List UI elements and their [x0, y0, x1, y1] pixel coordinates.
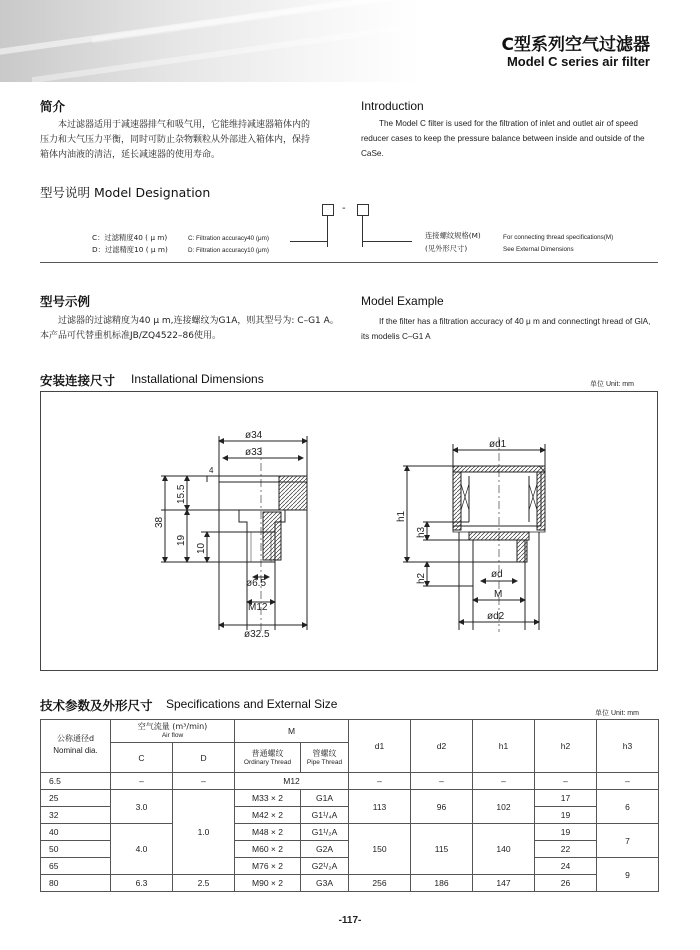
header-c: C: [111, 743, 173, 773]
leader-line: [362, 215, 363, 247]
cell-h3: 7: [597, 824, 659, 858]
cell-d: 1.0: [173, 790, 235, 875]
dim-h1: h1: [396, 510, 407, 522]
intro-line: The Model C filter is used for the filtration of inlet and outlet air of speed: [379, 119, 638, 128]
cell-d1: 113: [349, 790, 411, 824]
header-ordinary: [235, 743, 301, 773]
intro-text-en: [361, 116, 671, 161]
cell-d: 2.5: [173, 875, 235, 892]
cell-h3: 9: [597, 858, 659, 892]
header-nominal-en: Nominal dia.: [53, 746, 98, 755]
table-row: [41, 824, 659, 841]
example-line: If the filter has a filtration accuracy of 40 μ m and connectingt hread of GlA,: [379, 317, 651, 326]
cell-ordinary: M48 × 2: [235, 824, 301, 841]
cell-h2: 24: [535, 858, 597, 875]
specs-unit: 单位 Unit: mm: [595, 710, 639, 717]
cell-c: –: [111, 773, 173, 790]
header-h1: h1: [473, 720, 535, 773]
designation-d-en: D: Filtration accuracy10 (μm): [188, 247, 269, 254]
left-filter-drawing: [161, 436, 307, 632]
dim-h3: h3: [416, 526, 427, 538]
cell-pipe: G3A: [301, 875, 349, 892]
cell-nd: 40: [41, 824, 111, 841]
example-line: 过滤器的过滤精度为40 μ m,连接螺纹为G1A，则其型号为: C–G1 A。: [58, 316, 339, 326]
dim-d1: ød1: [489, 439, 507, 450]
header-pipe: [301, 743, 349, 773]
cell-ordinary: M60 × 2: [235, 841, 301, 858]
cell-pipe: G1¹/₄A: [301, 807, 349, 824]
cell-nd: 65: [41, 858, 111, 875]
dim-m: M: [494, 589, 503, 600]
dim-h38: 38: [154, 516, 165, 528]
cell-h2: 19: [535, 824, 597, 841]
designation-c-cn: C：过滤精度40 ( μ m): [92, 233, 168, 242]
dim-d6-5: ø6.5: [246, 578, 267, 589]
cell-h2: 26: [535, 875, 597, 892]
example-text-en: [361, 314, 671, 344]
page-number: -117-: [338, 915, 362, 926]
intro-line: CaSe.: [361, 149, 384, 158]
specifications-table: [40, 719, 659, 892]
table-row: [41, 875, 659, 892]
leader-line: [362, 241, 412, 242]
intro-text-cn: [40, 118, 350, 163]
header-pipe-cn: 管螺纹: [312, 748, 337, 758]
cell-ordinary: M90 × 2: [235, 875, 301, 892]
intro-line: 压力和大气压力平衡，同时可防止杂物颗粒从外部进入箱体内，保持: [40, 135, 311, 145]
cell-h2: –: [535, 773, 597, 790]
dim-h19: 19: [176, 534, 187, 546]
installation-drawing: [41, 392, 657, 670]
intro-line: 本过滤器适用于减速器排气和吸气用，它能维持减速器箱体内的: [58, 120, 311, 130]
cell-ordinary: M33 × 2: [235, 790, 301, 807]
leader-line: [327, 215, 328, 247]
cell-d2: 96: [411, 790, 473, 824]
intro-heading-cn: 简介: [40, 99, 66, 114]
example-line: 本产品可代替重机标准JB/ZQ4522–86使用。: [40, 331, 221, 341]
intro-heading-en: Introduction: [361, 99, 424, 113]
designation-d-cn: D：过滤精度10 ( μ m): [92, 245, 168, 254]
example-heading-cn: 型号示例: [40, 294, 91, 309]
installation-unit: 单位 Unit: mm: [590, 381, 634, 388]
cell-nd: 80: [41, 875, 111, 892]
header-airflow-cn: 空气流量 (m³/min): [137, 722, 208, 732]
model-box-1: [322, 204, 334, 216]
header-d1: d1: [349, 720, 411, 773]
table-row: [41, 790, 659, 807]
designation-heading: 型号说明 Model Designation: [40, 185, 211, 200]
header-d: D: [173, 743, 235, 773]
leader-line: [290, 241, 327, 242]
cell-pipe: G2¹/₂A: [301, 858, 349, 875]
model-box-separator: -: [342, 203, 346, 214]
cell-d2: 186: [411, 875, 473, 892]
cell-m: M12: [235, 773, 349, 790]
specs-heading-cn: 技术参数及外形尺寸: [40, 698, 153, 713]
cell-h3: –: [597, 773, 659, 790]
designation-c-en: C: Filtration accuracy40 (μm): [188, 235, 269, 242]
header-nominal-cn: 公称通径d: [56, 734, 95, 743]
dim-h2: h2: [416, 572, 427, 584]
cell-pipe: G2A: [301, 841, 349, 858]
example-line: its modelis C–G1 A: [361, 332, 431, 341]
cell-nd: 6.5: [41, 773, 111, 790]
cell-c: 3.0: [111, 790, 173, 824]
dim-d: ød: [491, 569, 503, 580]
cell-d1: –: [349, 773, 411, 790]
cell-d2: –: [411, 773, 473, 790]
cell-c: 4.0: [111, 824, 173, 875]
dim-m12: M12: [248, 602, 268, 613]
intro-line: 箱体内油液的清洁，延长减速器的使用寿命。: [40, 150, 221, 160]
cell-h1: 147: [473, 875, 535, 892]
cell-ordinary: M42 × 2: [235, 807, 301, 824]
header-h2: h2: [535, 720, 597, 773]
cell-pipe: G1A: [301, 790, 349, 807]
page-title-cn: C型系列空气过滤器: [501, 35, 650, 55]
header-h3: h3: [597, 720, 659, 773]
dim-d32-5: ø32.5: [244, 629, 270, 640]
dim-h15-5: 15.5: [176, 484, 187, 504]
installation-heading-cn: 安装连接尺寸: [40, 373, 116, 388]
header-ordinary-en: Ordinary Thread: [243, 758, 292, 766]
model-box-2: [357, 204, 369, 216]
cell-d: –: [173, 773, 235, 790]
header-airflow: [111, 720, 235, 743]
cell-h1: –: [473, 773, 535, 790]
specs-heading-en: Specifications and External Size: [166, 697, 338, 711]
header-d2: d2: [411, 720, 473, 773]
cell-h1: 102: [473, 790, 535, 824]
installation-heading-en: Installational Dimensions: [131, 372, 264, 386]
designation-thread-cn: 连接螺纹规格(M): [425, 231, 481, 240]
cell-nd: 32: [41, 807, 111, 824]
cell-h2: 22: [535, 841, 597, 858]
cell-nd: 25: [41, 790, 111, 807]
cell-d1: 256: [349, 875, 411, 892]
dim-d2: ød2: [487, 611, 505, 622]
example-text-cn: [40, 314, 360, 344]
table-row: [41, 773, 659, 790]
page-title-en: Model C series air filter: [506, 54, 650, 69]
dim-d33: ø33: [245, 447, 263, 458]
cell-c: 6.3: [111, 875, 173, 892]
table-header-row: [41, 720, 659, 743]
cell-h3: 6: [597, 790, 659, 824]
intro-line: reducer cases to keep the pressure balance between inside and outside of the: [361, 134, 645, 143]
example-heading-en: Model Example: [361, 294, 444, 308]
cell-h2: 19: [535, 807, 597, 824]
header-airflow-en: Air flow: [161, 732, 184, 740]
header-m: M: [235, 720, 349, 743]
cell-pipe: G1¹/₂A: [301, 824, 349, 841]
dim-d34: ø34: [245, 430, 263, 441]
cell-h2: 17: [535, 790, 597, 807]
cell-d1: 150: [349, 824, 411, 875]
designation-thread-en: For connecting thread specifications(M): [503, 234, 614, 241]
divider: [40, 262, 658, 263]
designation-thread-en-2: See External Dimensions: [503, 246, 574, 253]
left-dimension-labels: [154, 430, 270, 640]
cell-h1: 140: [473, 824, 535, 875]
dim-h10: 10: [196, 542, 207, 554]
cell-nd: 50: [41, 841, 111, 858]
header-ordinary-cn: 普通螺纹: [251, 748, 284, 758]
cell-ordinary: M76 × 2: [235, 858, 301, 875]
designation-thread-cn-2: (见外形尺寸): [425, 244, 468, 253]
drawing-frame: [40, 391, 658, 671]
cell-d2: 115: [411, 824, 473, 875]
header-nominal: [41, 720, 111, 773]
header-pipe-en: Pipe Thread: [306, 758, 343, 766]
dim-h4: 4: [209, 466, 214, 475]
